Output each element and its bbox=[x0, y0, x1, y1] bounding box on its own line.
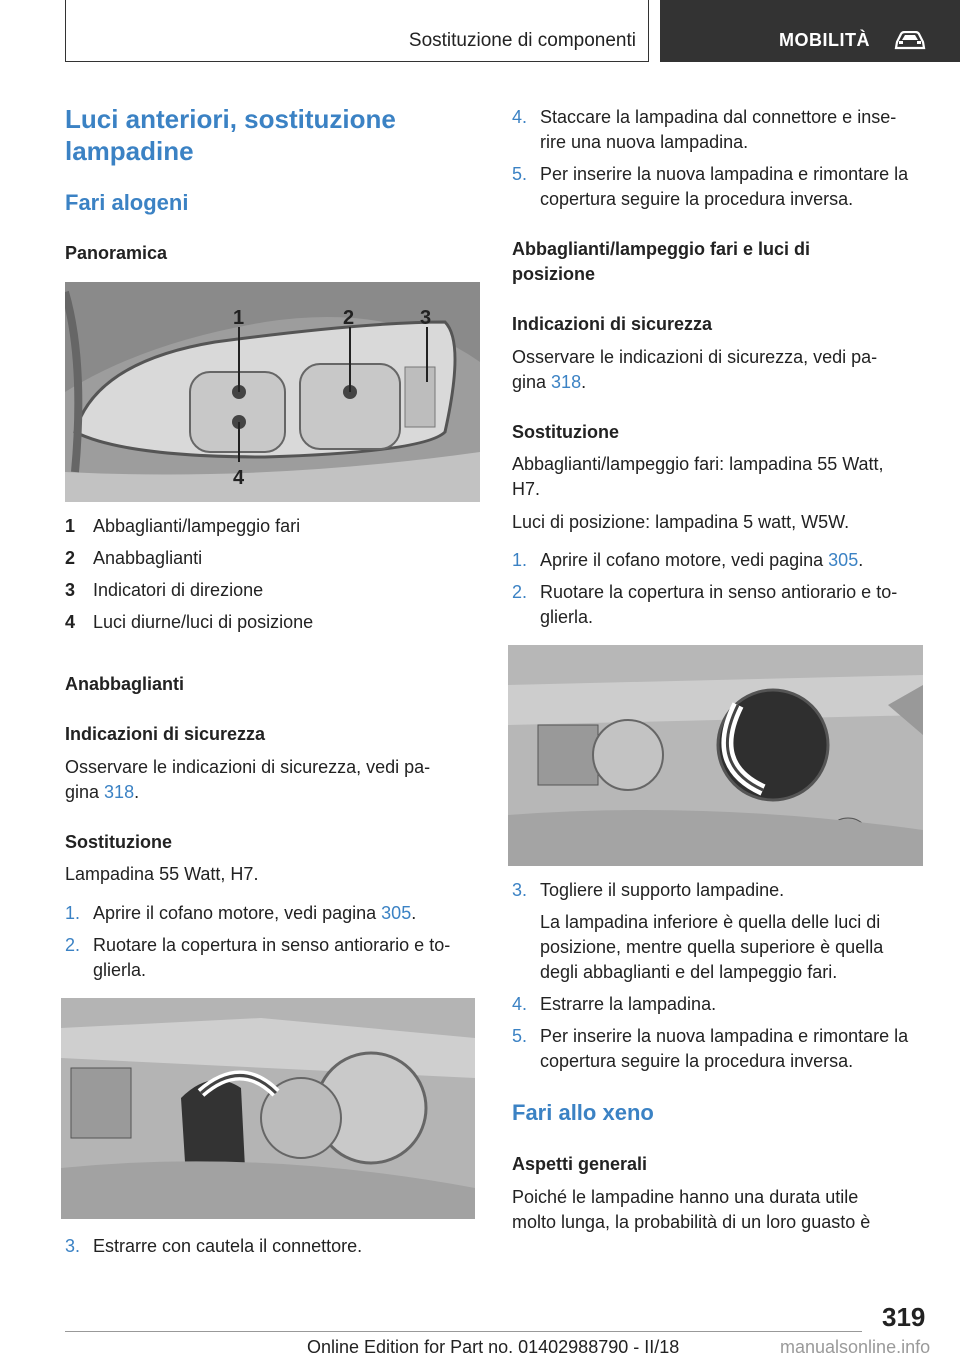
headlight-illustration bbox=[65, 282, 480, 502]
page-title: Luci anteriori, sostituzione lampadine bbox=[65, 104, 396, 166]
step-text-cont: rire una nuova lampadina. bbox=[540, 132, 749, 152]
replace-heading-right: Sostituzione bbox=[512, 422, 619, 442]
step-text: Estrarre con cautela il connettore. bbox=[93, 1236, 363, 1256]
low-beam-heading: Anabbaglianti bbox=[65, 674, 185, 694]
step-number: 2. bbox=[65, 935, 81, 955]
replace-line1: Abbaglianti/lampeggio fari: lampadina 55 Watt, bbox=[512, 454, 884, 474]
general-text-cont: molto lunga, la probabilità di un loro guasto è bbox=[512, 1212, 871, 1232]
step-text: Aprire il cofano motore, vedi pagina 305. bbox=[93, 903, 417, 923]
high-beam-heading: Abbaglianti/lampeggio fari e luci di bbox=[512, 239, 811, 259]
step-item bbox=[512, 162, 926, 212]
safety-text: Osservare le indicazioni di sicurezza, vedi pa‐ bbox=[65, 757, 431, 777]
step-text: Togliere il supporto lampadine. bbox=[540, 880, 785, 900]
step-item bbox=[512, 105, 926, 155]
legend-text: Abbaglianti/lampeggio fari bbox=[93, 516, 301, 536]
header-section-box bbox=[65, 0, 649, 62]
step-number: 1. bbox=[65, 903, 81, 923]
replace-line2: H7. bbox=[512, 479, 541, 499]
step-note-line: posizione, mentre quella superiore è quella bbox=[540, 937, 884, 957]
step-text: Ruotare la copertura in senso antiorario e to‐ bbox=[93, 935, 451, 955]
callout-4: 4 bbox=[233, 467, 245, 489]
edition-text: Online Edition for Part no. 01402988790 - II/18 bbox=[307, 1337, 680, 1357]
step-number: 4. bbox=[512, 107, 528, 127]
car-icon bbox=[894, 31, 926, 51]
engine-bay-illustration bbox=[61, 998, 475, 1219]
step-item bbox=[512, 1024, 926, 1074]
legend-item bbox=[65, 514, 477, 539]
replace-heading: Sostituzione bbox=[65, 832, 172, 852]
watermark: manualsonline.info bbox=[780, 1337, 931, 1357]
xenon-heading: Fari allo xeno bbox=[512, 1100, 654, 1125]
step-text-cont: glierla. bbox=[93, 960, 147, 980]
safety-text-right-line2: gina 318. bbox=[512, 372, 587, 392]
page-link-318[interactable]: 318 bbox=[104, 782, 135, 802]
step-item bbox=[65, 901, 477, 926]
step-text-cont: glierla. bbox=[540, 607, 594, 627]
step-number: 5. bbox=[512, 1026, 528, 1046]
safety-heading-right: Indicazioni di sicurezza bbox=[512, 314, 713, 334]
high-beam-heading-cont: posizione bbox=[512, 264, 596, 284]
legend-item bbox=[65, 546, 477, 571]
step-text: Per inserire la nuova lampadina e rimontare la bbox=[540, 1026, 909, 1046]
callout-2: 2 bbox=[343, 307, 355, 329]
page-number: 319 bbox=[882, 1302, 926, 1332]
legend-item bbox=[65, 610, 477, 635]
section-title: Sostituzione di componenti bbox=[408, 30, 636, 51]
page-link-305[interactable]: 305 bbox=[828, 550, 859, 570]
subtitle-halogen: Fari alogeni bbox=[65, 190, 189, 215]
legend-item bbox=[65, 578, 477, 603]
step-note bbox=[512, 910, 926, 985]
step-item bbox=[512, 548, 926, 573]
engine-bay-figure-right bbox=[508, 645, 923, 866]
safety-text-right: Osservare le indicazioni di sicurezza, vedi pa‐ bbox=[512, 347, 878, 367]
step-number: 3. bbox=[512, 880, 528, 900]
legend-number: 1 bbox=[65, 516, 76, 536]
replace-line3: Luci di posizione: lampadina 5 watt, W5W. bbox=[512, 512, 850, 532]
step-text: Estrarre la lampadina. bbox=[540, 994, 717, 1014]
headlight-figure bbox=[65, 282, 480, 502]
callout-3: 3 bbox=[420, 307, 432, 329]
replace-text: Lampadina 55 Watt, H7. bbox=[65, 864, 259, 884]
step-text: Per inserire la nuova lampadina e rimontare la bbox=[540, 164, 909, 184]
step-text: Ruotare la copertura in senso antiorario e to‐ bbox=[540, 582, 898, 602]
step-item bbox=[65, 933, 477, 983]
step-text: Staccare la lampadina dal connettore e inse‐ bbox=[540, 107, 897, 127]
engine-bay-figure-left bbox=[61, 998, 475, 1219]
page-link-318[interactable]: 318 bbox=[551, 372, 582, 392]
step-text-cont: copertura seguire la procedura inversa. bbox=[540, 189, 854, 209]
page-link-305[interactable]: 305 bbox=[381, 903, 412, 923]
legend-text: Anabbaglianti bbox=[93, 548, 203, 568]
overview-heading: Panoramica bbox=[65, 243, 168, 263]
step-note-line: degli abbaglianti e del lampeggio fari. bbox=[540, 962, 838, 982]
step-item bbox=[65, 1234, 477, 1259]
safety-text-line2: gina 318. bbox=[65, 782, 140, 802]
chapter-title: MOBILITÀ bbox=[779, 30, 870, 50]
step-number: 3. bbox=[65, 1236, 81, 1256]
general-heading: Aspetti generali bbox=[512, 1154, 648, 1174]
engine-bay-illustration-2 bbox=[508, 645, 923, 866]
step-item bbox=[512, 580, 926, 630]
step-item bbox=[512, 878, 926, 903]
legend-number: 3 bbox=[65, 580, 76, 600]
step-item bbox=[512, 992, 926, 1017]
legend-number: 4 bbox=[65, 612, 76, 632]
step-number: 1. bbox=[512, 550, 528, 570]
step-number: 5. bbox=[512, 164, 528, 184]
legend-number: 2 bbox=[65, 548, 76, 568]
step-note-line: La lampadina inferiore è quella delle luci di bbox=[540, 912, 881, 932]
safety-heading: Indicazioni di sicurezza bbox=[65, 724, 266, 744]
step-number: 2. bbox=[512, 582, 528, 602]
footer-divider bbox=[65, 1331, 862, 1332]
legend-text: Luci diurne/luci di posizione bbox=[93, 612, 314, 632]
step-text-cont: copertura seguire la procedura inversa. bbox=[540, 1051, 854, 1071]
legend-text: Indicatori di direzione bbox=[93, 580, 264, 600]
step-text: Aprire il cofano motore, vedi pagina 305. bbox=[540, 550, 864, 570]
callout-1: 1 bbox=[233, 307, 245, 329]
header-chapter-box bbox=[660, 0, 960, 62]
step-number: 4. bbox=[512, 994, 528, 1014]
general-text: Poiché le lampadine hanno una durata utile bbox=[512, 1187, 859, 1207]
